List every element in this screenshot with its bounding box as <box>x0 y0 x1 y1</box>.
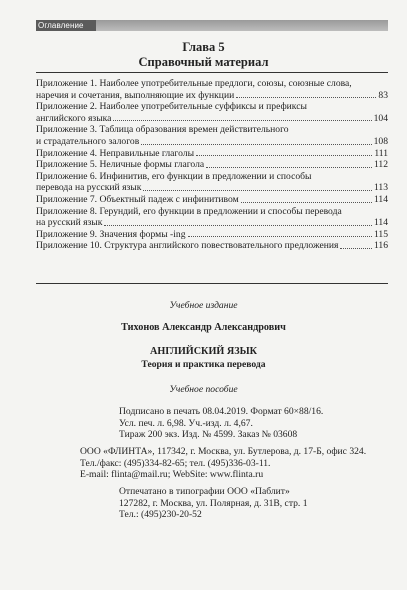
toc-entry-text: Приложение 3. Таблица образования времен действительного <box>36 124 289 136</box>
toc-entry <box>36 171 388 194</box>
toc-entry-text: Приложение 6. Инфинитив, его функции в предложении и способы <box>36 170 312 182</box>
toc-page-number: 114 <box>373 217 388 229</box>
publisher-line: Тел./факс: (495)334-82-65; тел. (495)336-03-11. <box>80 457 271 469</box>
toc-leader <box>241 202 372 203</box>
toc-entry-text: перевода на русский язык <box>36 182 142 194</box>
toc-entry <box>36 194 388 206</box>
toc-page-number: 113 <box>373 182 388 194</box>
toc-entry-last-line <box>36 148 388 160</box>
printer-line: Тел.: (495)230-20-52 <box>119 509 202 520</box>
toc-entry-last-line <box>36 182 388 194</box>
print-info-line: Подписано в печать 08.04.2019. Формат 60×88/16. <box>119 406 324 417</box>
toc-entry-last-line <box>36 217 388 229</box>
toc-leader <box>340 248 372 249</box>
toc-leader <box>236 97 376 98</box>
toc-page-number: 116 <box>373 240 388 252</box>
toc-entry-text: и страдательного залогов <box>36 135 140 147</box>
printer-line: Отпечатано в типографии ООО «Паблит» <box>119 486 290 497</box>
toc-page-number: 108 <box>373 135 388 147</box>
toc-leader <box>113 120 371 121</box>
toc-entry <box>36 148 388 160</box>
table-of-contents <box>36 78 388 252</box>
toc-page-number: 114 <box>373 193 388 205</box>
toc-entry-text: Приложение 10. Структура английского повествовательного предложения <box>36 240 339 252</box>
toc-entry-text: английского языка <box>36 112 112 124</box>
top-rule <box>36 72 388 73</box>
toc-entry <box>36 229 388 241</box>
toc-entry-last-line <box>36 136 388 148</box>
toc-leader <box>188 236 372 237</box>
toc-entry-text: Приложение 8. Герундий, его функции в предложении и способы перевода <box>36 205 342 217</box>
toc-entry-last-line <box>36 159 388 171</box>
print-info-line: Тираж 200 экз. Изд. № 4599. Заказ № 03608 <box>119 429 298 440</box>
toc-leader <box>141 144 371 145</box>
toc-leader <box>104 225 372 226</box>
toc-entry-last-line <box>36 194 388 206</box>
toc-entry <box>36 159 388 171</box>
chapter-title: Глава 5 <box>182 40 225 54</box>
publisher-line: E-mail: flinta@mail.ru; WebSite: www.flinta.ru <box>80 469 264 480</box>
toc-entry-text: Приложение 5. Неличные формы глагола <box>36 159 205 171</box>
toc-entry-text: Приложение 4. Неправильные глаголы <box>36 147 195 159</box>
toc-leader <box>143 190 372 191</box>
toc-entry-last-line <box>36 90 388 102</box>
toc-entry <box>36 78 388 101</box>
printer-line: 127282, г. Москва, ул. Полярная, д. 31В, стр. 1 <box>119 497 308 509</box>
toc-entry-text: Приложение 1. Наиболее употребительные предлоги, союзы, союзные слова, <box>36 78 352 89</box>
print-info-line: Усл. печ. л. 6,98. Уч.-изд. л. 4,67. <box>119 417 253 429</box>
bottom-rule <box>36 283 388 284</box>
toc-page-number: 112 <box>373 159 388 171</box>
toc-entry <box>36 206 388 229</box>
toc-page-number: 83 <box>378 89 388 101</box>
toc-entry-last-line <box>36 113 388 125</box>
toc-page-number: 115 <box>373 228 388 240</box>
running-header: Оглавление <box>38 21 84 30</box>
toc-page-number: 111 <box>374 147 388 159</box>
toc-leader <box>206 167 372 168</box>
toc-entry <box>36 101 388 124</box>
book-genre: Учебное пособие <box>169 384 238 395</box>
toc-entry-text: Приложение 9. Значения формы -ing <box>36 228 186 240</box>
toc-entry-text: на русский язык <box>36 217 103 229</box>
toc-entry <box>36 240 388 252</box>
author-name: Тихонов Александр Александрович <box>121 322 286 333</box>
chapter-subtitle: Справочный материал <box>138 55 269 69</box>
book-title: АНГЛИЙСКИЙ ЯЗЫК <box>150 346 257 357</box>
publisher-line: ООО «ФЛИНТА», 117342, г. Москва, ул. Бутлерова, д. 17-Б, офис 324. <box>80 446 367 457</box>
toc-entry <box>36 124 388 147</box>
toc-entry-text: Приложение 2. Наиболее употребительные суффиксы и префиксы <box>36 101 307 113</box>
toc-leader <box>196 155 372 156</box>
edition-type: Учебное издание <box>169 300 238 311</box>
book-subtitle: Теория и практика перевода <box>141 359 266 370</box>
toc-entry-last-line <box>36 229 388 241</box>
toc-entry-text: наречия и сочетания, выполняющие их функции <box>36 89 235 101</box>
toc-entry-text: Приложение 7. Объектный падеж с инфинитивом <box>36 193 239 205</box>
toc-entry-last-line <box>36 240 388 252</box>
toc-page-number: 104 <box>373 112 388 124</box>
